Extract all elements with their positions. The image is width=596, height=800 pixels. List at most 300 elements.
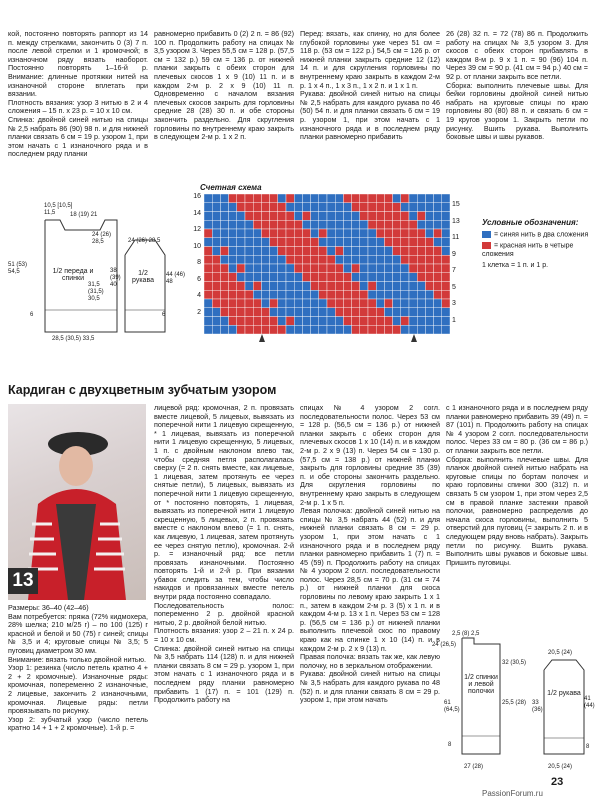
chart-cell bbox=[442, 290, 450, 299]
chart-cell bbox=[335, 194, 343, 203]
chart-cell bbox=[360, 255, 368, 264]
chart-cell bbox=[220, 282, 228, 291]
chart-cell bbox=[425, 264, 433, 273]
chart-cell bbox=[352, 273, 360, 282]
top-text-column-4 bbox=[446, 30, 588, 142]
red-swatch-icon bbox=[482, 242, 491, 249]
chart-cell bbox=[376, 282, 384, 291]
chart-cell bbox=[442, 282, 450, 291]
chart-cell bbox=[212, 264, 220, 273]
paragraph: Спинка: двойной синей нитью на спицы № 3,5 набрать 114 (128) п. и для нижней планки связать 8 см = 29 р. узором 1, при этом начать с 1 изнаночного ряда и в последнем ряду планки равномерно прибавить 1 (17) п. = 101 (129) п. Продолжить работу на bbox=[154, 643, 294, 705]
chart-cell bbox=[212, 220, 220, 229]
dimension-label: 18 (19) 21 bbox=[70, 212, 98, 218]
chart-cell bbox=[368, 282, 376, 291]
chart-cell bbox=[409, 273, 417, 282]
chart-cell bbox=[384, 212, 392, 221]
chart-cell bbox=[204, 220, 212, 229]
chart-cell bbox=[335, 273, 343, 282]
chart-cell bbox=[352, 299, 360, 308]
chart-cell bbox=[343, 247, 351, 256]
chart-cell bbox=[384, 290, 392, 299]
chart-cell bbox=[286, 255, 294, 264]
chart-cell bbox=[393, 220, 401, 229]
legend-red-label: = красная нить в четыре сложения bbox=[482, 242, 574, 258]
chart-cell bbox=[204, 264, 212, 273]
chart-cell bbox=[335, 247, 343, 256]
legend-cell-note: 1 клетка = 1 п. и 1 р. bbox=[482, 261, 549, 269]
chart-cell bbox=[270, 264, 278, 273]
chart-cell bbox=[352, 290, 360, 299]
chart-cell bbox=[343, 317, 351, 326]
chart-cell bbox=[237, 317, 245, 326]
chart-cell bbox=[376, 220, 384, 229]
paragraph: кой, постоянно повторять раппорт из 14 п. между стрелками, закончить 0 (3) 7 п. после левой стрелки и 1 кромочной; в изнаночном ряду вязать наоборот. Постоянно повторять 1–16-й р. Внимание: длинные протяжки нитей на изнаночной стороне вплетать при вязании. bbox=[8, 29, 148, 99]
top-text-column-3 bbox=[300, 30, 440, 142]
chart-cell bbox=[343, 212, 351, 221]
chart-cell bbox=[352, 229, 360, 238]
watermark: PassionForum.ru bbox=[482, 789, 543, 798]
chart-cell bbox=[245, 308, 253, 317]
chart-cell bbox=[368, 317, 376, 326]
chart-cell bbox=[335, 299, 343, 308]
paragraph: Сборка: выполнить плечевые швы. Для бейки горловины двойной синей нитью набрать на круговые спицы по краю горловины 80 (80) 88 п. и связать 6 см = 19 кругов узором 1. Закрыть петли по рисунку. Вшить рукава. Выполнить боковые швы и швы рукавов. bbox=[446, 80, 588, 142]
chart-cell bbox=[360, 247, 368, 256]
chart-cell bbox=[393, 317, 401, 326]
chart-cell bbox=[376, 299, 384, 308]
chart-cell bbox=[311, 290, 319, 299]
chart-cell bbox=[393, 290, 401, 299]
chart-cell bbox=[409, 212, 417, 221]
chart-cell bbox=[409, 264, 417, 273]
chart-cell bbox=[376, 255, 384, 264]
chart-cell bbox=[204, 317, 212, 326]
chart-cell bbox=[245, 325, 253, 334]
chart-cell bbox=[311, 220, 319, 229]
chart-cell bbox=[286, 290, 294, 299]
chart-cell bbox=[368, 203, 376, 212]
chart-cell bbox=[270, 220, 278, 229]
front-piece-label: 1/2 переда и спинки bbox=[52, 268, 94, 282]
chart-cell bbox=[245, 238, 253, 247]
chart-cell bbox=[401, 203, 409, 212]
chart-cell bbox=[401, 264, 409, 273]
chart-cell bbox=[245, 220, 253, 229]
chart-cell bbox=[409, 255, 417, 264]
chart-cell bbox=[417, 273, 425, 282]
chart-cell bbox=[220, 220, 228, 229]
chart-cell bbox=[319, 238, 327, 247]
chart-cell bbox=[319, 317, 327, 326]
chart-cell bbox=[229, 238, 237, 247]
article-number-badge: 13 bbox=[8, 568, 38, 594]
chart-cell bbox=[302, 229, 310, 238]
chart-cell bbox=[368, 220, 376, 229]
chart-cell bbox=[253, 212, 261, 221]
chart-cell bbox=[261, 203, 269, 212]
chart-cell bbox=[368, 194, 376, 203]
chart-cell bbox=[220, 325, 228, 334]
chart-cell bbox=[212, 194, 220, 203]
chart-cell bbox=[401, 290, 409, 299]
chart-cell bbox=[212, 247, 220, 256]
row-number: 16 bbox=[193, 193, 201, 200]
paragraph: Рукава: двойной синей нитью на спицы № 3,5 набрать для каждого рукава по 48 (52) п. и для планки связать 8 см = 29 р. узором 1, при этом начать bbox=[300, 669, 440, 705]
chart-cell bbox=[302, 264, 310, 273]
chart-cell bbox=[270, 317, 278, 326]
chart-cell bbox=[278, 317, 286, 326]
chart-cell bbox=[368, 290, 376, 299]
row-number: 4 bbox=[197, 292, 201, 299]
chart-cell bbox=[278, 247, 286, 256]
repeat-arrows bbox=[204, 334, 450, 346]
chart-cell bbox=[384, 282, 392, 291]
chart-cell bbox=[384, 203, 392, 212]
chart-cell bbox=[302, 220, 310, 229]
dimension-label: 41 (44) bbox=[584, 696, 595, 709]
chart-cell bbox=[220, 255, 228, 264]
chart-cell bbox=[425, 290, 433, 299]
chart-cell bbox=[311, 317, 319, 326]
chart-cell bbox=[352, 194, 360, 203]
chart-cell bbox=[335, 317, 343, 326]
chart-cell bbox=[401, 247, 409, 256]
dimension-label: 51 (53) 54,5 bbox=[8, 262, 28, 275]
chart-cell bbox=[368, 308, 376, 317]
chart-cell bbox=[352, 220, 360, 229]
chart-cell bbox=[294, 273, 302, 282]
chart-cell bbox=[253, 238, 261, 247]
chart-cell bbox=[335, 282, 343, 291]
chart-cell bbox=[352, 238, 360, 247]
dimension-label: 10,5 [10,5] 11,5 bbox=[44, 203, 73, 216]
chart-cell bbox=[212, 325, 220, 334]
chart-cell bbox=[311, 264, 319, 273]
chart-cell bbox=[335, 203, 343, 212]
paragraph: Перед: вязать, как спинку, но для более глубокой горловины уже через 51 см = 118 р. (53 см = 122 р.) 54,5 см = 126 р. от нижней планки закрыть средние 12 (12) 14 п. и для скругления горловины по внутреннему краю закрыть в каждом 2-м р. 1 x 4 п., 1 x 3 п., 1 x 2 п. и 1 x 1 п. bbox=[300, 29, 440, 90]
chart-cell bbox=[409, 317, 417, 326]
chart-cell bbox=[229, 203, 237, 212]
chart-cell bbox=[376, 203, 384, 212]
chart-cell bbox=[425, 282, 433, 291]
chart-cell bbox=[368, 247, 376, 256]
chart-row-numbers-left bbox=[185, 193, 201, 325]
chart-cell bbox=[335, 290, 343, 299]
chart-cell bbox=[229, 282, 237, 291]
chart-cell bbox=[327, 325, 335, 334]
chart-cell bbox=[261, 220, 269, 229]
chart-cell bbox=[204, 194, 212, 203]
chart-cell bbox=[204, 203, 212, 212]
chart-cell bbox=[384, 247, 392, 256]
chart-cell bbox=[319, 308, 327, 317]
top-text-column-1 bbox=[8, 30, 148, 159]
chart-cell bbox=[360, 299, 368, 308]
chart-cell bbox=[253, 299, 261, 308]
chart-cell bbox=[409, 238, 417, 247]
chart-cell bbox=[294, 194, 302, 203]
chart-cell bbox=[393, 203, 401, 212]
chart-cell bbox=[442, 299, 450, 308]
chart-cell bbox=[220, 247, 228, 256]
article-title: Кардиган с двухцветным зубчатым узором bbox=[8, 383, 277, 397]
legend-blue-label: = синяя нить в два сложения bbox=[494, 231, 589, 239]
chart-cell bbox=[220, 229, 228, 238]
chart-cell bbox=[294, 220, 302, 229]
chart-cell bbox=[376, 290, 384, 299]
chart-cell bbox=[384, 255, 392, 264]
chart-cell bbox=[417, 308, 425, 317]
chart-cell bbox=[245, 194, 253, 203]
chart-cell bbox=[220, 299, 228, 308]
chart-cell bbox=[360, 203, 368, 212]
bottom-text-column-3 bbox=[300, 404, 440, 705]
chart-cell bbox=[229, 247, 237, 256]
chart-cell bbox=[343, 194, 351, 203]
row-number: 14 bbox=[193, 209, 201, 217]
chart-cell bbox=[417, 317, 425, 326]
chart-cell bbox=[360, 212, 368, 221]
chart-cell bbox=[409, 290, 417, 299]
chart-cell bbox=[319, 290, 327, 299]
chart-cell bbox=[294, 317, 302, 326]
chart-cell bbox=[384, 264, 392, 273]
row-number: 5 bbox=[452, 283, 456, 291]
paragraph: Плотность вязания: узор 3 нитью в 2 и 4 сложения – 15 п. x 23 р. = 10 x 10 см. bbox=[8, 97, 148, 116]
chart-cell bbox=[401, 220, 409, 229]
chart-cell bbox=[237, 203, 245, 212]
chart-cell bbox=[368, 325, 376, 334]
chart-cell bbox=[376, 194, 384, 203]
paragraph: Правая полочка: вязать так же, как левую полочку, но в зеркальном отображении. bbox=[300, 652, 440, 670]
chart-cell bbox=[393, 308, 401, 317]
row-number: 12 bbox=[193, 226, 201, 233]
chart-cell bbox=[434, 212, 442, 221]
chart-cell bbox=[253, 317, 261, 326]
chart-cell bbox=[352, 282, 360, 291]
chart-cell bbox=[278, 325, 286, 334]
chart-cell bbox=[237, 194, 245, 203]
paragraph: Узор 2: зубчатый узор (число петель кратно 14 + 1 + 2 кромочные). 1-й р. = bbox=[8, 714, 148, 733]
chart-cell bbox=[245, 290, 253, 299]
chart-cell bbox=[417, 194, 425, 203]
dimension-label: 6 bbox=[30, 312, 34, 318]
chart-cell bbox=[376, 273, 384, 282]
chart-cell bbox=[417, 264, 425, 273]
chart-cell bbox=[311, 194, 319, 203]
chart-cell bbox=[425, 238, 433, 247]
chart-cell bbox=[335, 264, 343, 273]
chart-cell bbox=[270, 308, 278, 317]
chart-cell bbox=[401, 255, 409, 264]
chart-cell bbox=[245, 229, 253, 238]
chart-cell bbox=[294, 325, 302, 334]
chart-cell bbox=[384, 229, 392, 238]
dimension-label: 61 (64,5) bbox=[444, 700, 460, 713]
chart-row-numbers-right bbox=[452, 201, 468, 333]
dimension-label: 28,5 (30,5) 33,5 bbox=[52, 336, 95, 342]
chart-cell bbox=[319, 282, 327, 291]
chart-cell bbox=[253, 229, 261, 238]
chart-cell bbox=[237, 282, 245, 291]
chart-cell bbox=[401, 299, 409, 308]
chart-cell bbox=[425, 220, 433, 229]
chart-cell bbox=[311, 238, 319, 247]
chart-cell bbox=[393, 264, 401, 273]
chart-cell bbox=[360, 238, 368, 247]
chart-cell bbox=[417, 299, 425, 308]
chart-cell bbox=[352, 264, 360, 273]
chart-cell bbox=[327, 282, 335, 291]
chart-cell bbox=[220, 273, 228, 282]
chart-cell bbox=[311, 212, 319, 221]
chart-cell bbox=[204, 229, 212, 238]
chart-cell bbox=[442, 203, 450, 212]
chart-cell bbox=[261, 212, 269, 221]
chart-cell bbox=[204, 212, 212, 221]
chart-cell bbox=[327, 317, 335, 326]
legend-title: Условные обозначения: bbox=[482, 218, 579, 227]
chart-cell bbox=[417, 290, 425, 299]
chart-cell bbox=[335, 325, 343, 334]
chart-cell bbox=[237, 212, 245, 221]
chart-cell bbox=[237, 308, 245, 317]
chart-cell bbox=[327, 194, 335, 203]
chart-cell bbox=[425, 325, 433, 334]
chart-cell bbox=[409, 229, 417, 238]
chart-cell bbox=[442, 317, 450, 326]
chart-cell bbox=[442, 194, 450, 203]
chart-cell bbox=[434, 308, 442, 317]
chart-cell bbox=[319, 264, 327, 273]
chart-cell bbox=[278, 273, 286, 282]
dimension-label: 38 (39) 40 bbox=[110, 268, 121, 288]
chart-cell bbox=[261, 247, 269, 256]
row-number: 10 bbox=[193, 242, 201, 250]
chart-cell bbox=[352, 317, 360, 326]
dimension-label: 2,5 (8) 2,5 bbox=[452, 631, 480, 637]
chart-cell bbox=[376, 264, 384, 273]
chart-cell bbox=[220, 194, 228, 203]
chart-cell bbox=[343, 264, 351, 273]
chart-cell bbox=[261, 325, 269, 334]
chart-cell bbox=[311, 299, 319, 308]
chart-cell bbox=[212, 299, 220, 308]
chart-cell bbox=[270, 325, 278, 334]
chart-cell bbox=[442, 255, 450, 264]
chart-cell bbox=[212, 282, 220, 291]
chart-cell bbox=[434, 299, 442, 308]
paragraph: Рукава: двойной синей нитью на спицы № 2,5 набрать для каждого рукава по 46 (50) 54 п. и для планки связать 6 см = 19 р. узором 1, при этом начать с 1 изнаночного ряда и в последнем ряду планки равномерно прибавить bbox=[300, 89, 440, 142]
chart-cell bbox=[417, 325, 425, 334]
dimension-label: 20,5 (24) bbox=[548, 650, 573, 656]
chart-cell bbox=[294, 264, 302, 273]
chart-cell bbox=[409, 194, 417, 203]
paragraph: Сборка: выполнить плечевые швы. Для планок двойной синей нитью набрать на круговые спицы по бортам полочек и краю горловины спинки 300 (312) п. и связать 5 см узором 1, при этом через 2,5 см в правой планке застежки правой полочки, равномерно распределив до начала скоса горловины, выполнить 5 отверстий для пуговиц (= закрыть 2 п. и в следующем ряду вновь набрать). Закрыть петли по рисунку. Вшить рукава. Выполнить швы рукавов и боковые швы. Пришить пуговицы. bbox=[446, 454, 588, 567]
chart-cell bbox=[245, 282, 253, 291]
paragraph: спицах № 4 узором 2 согл. последовательности полос. Через 53 см = 128 р. (56,5 см = 136 р.) от нижней планки закрыть с обеих сторон для плечевых скосов 1 x 10 (14) п. и в каждом 2-м р. 2 x 9 (13) п. Через 54 см = 130 р. (57,5 см = 138 р.) от нижней планки закрыть для горловины средние 35 (39) п. и обе стороны закончить раздельно. Для скругления горловины по внутреннему краю закрыть в следующем 2-м р. 1 x 5 п. bbox=[300, 403, 440, 507]
chart-cell bbox=[212, 290, 220, 299]
dimension-label: 8 bbox=[448, 742, 452, 748]
chart-cell bbox=[360, 264, 368, 273]
chart-cell bbox=[286, 229, 294, 238]
chart-cell bbox=[270, 194, 278, 203]
chart-cell bbox=[327, 290, 335, 299]
chart-cell bbox=[376, 212, 384, 221]
chart-cell bbox=[278, 264, 286, 273]
chart-cell bbox=[294, 299, 302, 308]
chart-cell bbox=[270, 203, 278, 212]
chart-cell bbox=[425, 247, 433, 256]
chart-cell bbox=[343, 299, 351, 308]
chart-title: Счетная схема bbox=[200, 183, 262, 192]
paragraph: Левая полочка: двойной синей нитью на спицы № 3,5 набрать 44 (52) п. и для нижней планки связать 8 см = 29 р. узором 1, при этом начать с 1 изнаночного ряда и в последнем ряду планки равномерно прибавить 1 (7) п. = 45 (59) п. Продолжить работу на спицах № 4 узором 2 согл. последовательности полос. Через 28,5 см = 70 р. (31 см = 74 р.) от нижней планки для скоса горловины по левому краю закрыть 1 x 1 п., затем в каждом 2-м р. 3 (5) x 1 п. и в каждом 4-м р. 13 x 1 п. Через 53 см = 128 р. (56,5 см = 136 р.) от нижней планки выполнить плечевой скос по правому краю как на спинке 1 x 10 (14) п. и в каждом 2-м р. 2 x 9 (13) п. bbox=[300, 506, 440, 653]
chart-cell bbox=[212, 212, 220, 221]
chart-cell bbox=[401, 229, 409, 238]
chart-cell bbox=[384, 238, 392, 247]
chart-cell bbox=[360, 220, 368, 229]
chart-cell bbox=[286, 194, 294, 203]
row-number: 2 bbox=[197, 308, 201, 316]
top-text-column-2 bbox=[154, 30, 294, 142]
chart-cell bbox=[343, 229, 351, 238]
chart-cell bbox=[343, 203, 351, 212]
chart-cell bbox=[442, 238, 450, 247]
dimension-label: 31,5 (31,5) 30,5 bbox=[88, 282, 104, 302]
chart-cell bbox=[204, 255, 212, 264]
chart-cell bbox=[442, 212, 450, 221]
chart-cell bbox=[360, 317, 368, 326]
chart-cell bbox=[220, 317, 228, 326]
chart-cell bbox=[294, 247, 302, 256]
chart-cell bbox=[253, 247, 261, 256]
chart-cell bbox=[302, 212, 310, 221]
knitting-chart-grid bbox=[204, 194, 450, 334]
chart-cell bbox=[360, 290, 368, 299]
chart-cell bbox=[319, 220, 327, 229]
chart-cell bbox=[294, 308, 302, 317]
chart-cell bbox=[401, 212, 409, 221]
chart-cell bbox=[434, 282, 442, 291]
chart-cell bbox=[245, 247, 253, 256]
chart-cell bbox=[417, 238, 425, 247]
paragraph: Плотность вязания: узор 2 – 21 п. x 24 р. = 10 x 10 см. bbox=[154, 626, 294, 645]
chart-cell bbox=[302, 203, 310, 212]
chart-cell bbox=[384, 299, 392, 308]
chart-cell bbox=[401, 325, 409, 334]
chart-cell bbox=[368, 238, 376, 247]
chart-cell bbox=[343, 325, 351, 334]
chart-cell bbox=[442, 264, 450, 273]
chart-cell bbox=[352, 203, 360, 212]
chart-cell bbox=[368, 255, 376, 264]
dimension-label: 32 (30,5) bbox=[502, 660, 527, 666]
chart-cell bbox=[237, 325, 245, 334]
chart-cell bbox=[286, 282, 294, 291]
chart-cell bbox=[302, 194, 310, 203]
chart-cell bbox=[278, 282, 286, 291]
chart-cell bbox=[286, 325, 294, 334]
chart-cell bbox=[384, 325, 392, 334]
chart-cell bbox=[237, 299, 245, 308]
chart-cell bbox=[237, 264, 245, 273]
chart-cell bbox=[401, 194, 409, 203]
chart-cell bbox=[311, 203, 319, 212]
chart-cell bbox=[261, 229, 269, 238]
chart-cell bbox=[245, 203, 253, 212]
chart-cell bbox=[434, 220, 442, 229]
chart-cell bbox=[311, 255, 319, 264]
chart-cell bbox=[237, 255, 245, 264]
